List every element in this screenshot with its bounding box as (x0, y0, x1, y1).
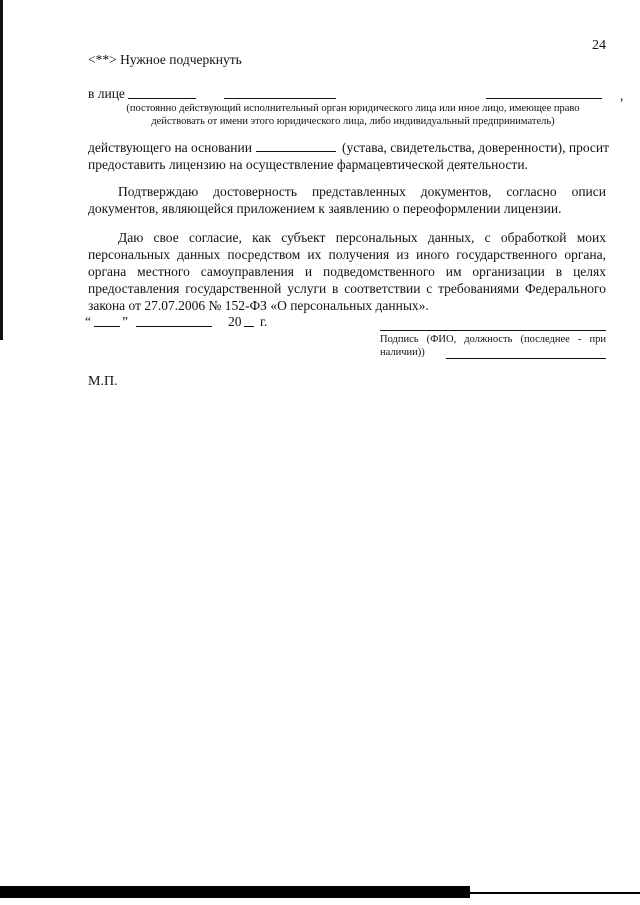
scan-edge-mark (0, 0, 3, 340)
v-litse-label: в лице (88, 86, 125, 101)
date-quote-close: ” (122, 314, 128, 329)
scan-bottom-mark (0, 886, 470, 898)
signature-name-line (446, 358, 606, 359)
footnote: <**> Нужное подчеркнуть (88, 52, 242, 67)
date-year-blank (244, 326, 254, 327)
basis-lead: действующего на основании (88, 140, 252, 155)
stamp-label: М.П. (88, 374, 118, 389)
date-quote-open: “ (85, 314, 91, 329)
date-year-suffix: г. (260, 314, 268, 329)
date-month-blank (136, 326, 212, 327)
page-number: 24 (592, 38, 606, 53)
representative-blank-1 (128, 98, 196, 99)
basis-tail: (устава, свидетельства, доверенности), просит (342, 140, 610, 155)
date-day-blank (94, 326, 120, 327)
confirm-paragraph: Подтверждаю достоверность представленных документов, согласно описи документов, являющейся приложением к заявлению о переоформлении лицензии. (88, 184, 606, 216)
date-year-prefix: 20 (228, 314, 242, 329)
representative-caption-line-2: действовать от имени этого юридического лица, либо индивидуальный предприниматель) (151, 116, 555, 127)
trailing-comma: , (620, 88, 624, 103)
representative-blank-3 (486, 98, 602, 99)
representative-blank-2 (224, 98, 336, 99)
basis-line-2: предоставить лицензию на осуществление фармацевтической деятельности. (88, 157, 528, 172)
representative-caption-line-1: (постоянно действующий исполнительный орган юридического лица или иное лицо, имеющее право (126, 103, 580, 114)
signature-caption: Подпись (ФИО, должность (последнее - при наличии)) (380, 334, 606, 358)
signature-line (380, 330, 606, 331)
scan-bottom-mark-thin (470, 892, 640, 894)
basis-blank (256, 151, 336, 152)
consent-paragraph: Даю свое согласие, как субъект персональных данных, с обработкой моих персональных данных посредством их получения из иного государственного органа, органа местного самоуправления и подведомственного им организации в целях предоставления государственной услуги в соответствии с требованиями Федерального закона от 27.07.2006 № 152-ФЗ «О персональных данных». (88, 230, 606, 313)
